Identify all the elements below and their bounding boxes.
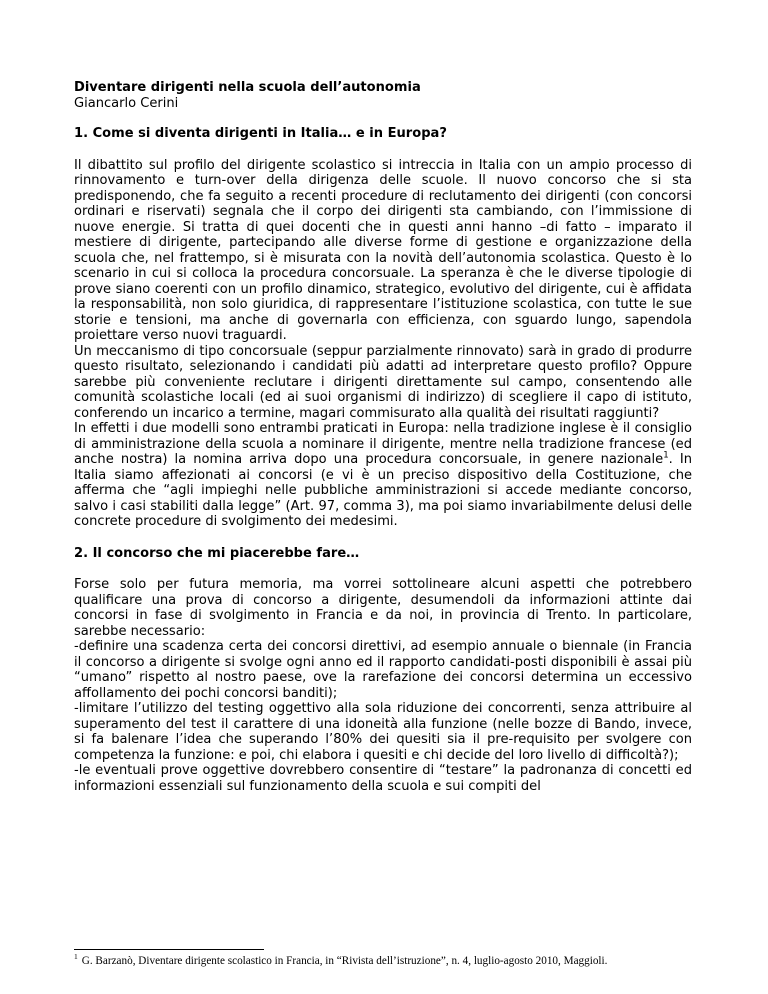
footnote-text: G. Barzanò, Diventare dirigente scolastico in Francia, in “Rivista dell’istruzione”, n. 4, luglio-agosto 2010, Maggioli. xyxy=(81,955,608,967)
footnote-separator xyxy=(74,949,264,950)
document-body xyxy=(74,80,692,794)
section-2-list-item-3: -le eventuali prove oggettive dovrebbero consentire di “testare” la padronanza di concetti ed informazioni essenziali sul funzionamento della scuola e sui compiti del xyxy=(74,763,692,794)
section-2-list-item-2: -limitare l’utilizzo del testing oggettivo alla sola riduzione dei concorrenti, senza attribuire al superamento del test il carattere di una idoneità alla funzione (nelle bozze di Bando, invece, si fa balenare l’idea che superando l’80% dei quesiti sia il pre-requisito per svolgere con competenza la funzione: e poi, chi elabora i quesiti e chi decide del loro livello di difficoltà?); xyxy=(74,701,692,763)
document-author: Giancarlo Cerini xyxy=(74,95,179,111)
section-1-paragraph-1: Il dibattito sul profilo del dirigente scolastico si intreccia in Italia con un ampio processo di rinnovamento e turn-over della dirigenza delle scuole. Il nuovo concorso che si sta predisponendo, che fa seguito a recenti procedure di reclutamento dei dirigenti (con concorsi ordinari e riservati) segnala che il corpo dei dirigenti sta cambiando, con l’immissione di nuove energie. Si tratta di quei docenti che in questi anni hanno –di fatto – imparato il mestiere di dirigente, partecipando alle diverse forme di gestione e organizzazione della scuola che, nel frattempo, si è misurata con la novità dell’autonomia scolastica. Questo è lo scenario in cui si colloca la procedura concorsuale. La speranza è che le diverse tipologie di prove siano coerenti con un profilo dinamico, strategico, evolutivo del dirigente, cui è affidata la responsabilità, non solo giuridica, di rappresentare l’istituzione scolastica, con tutte le sue storie e tensioni, ma anche di governarla con efficienza, con sguardo lungo, sapendola proiettare verso nuovi traguardi. xyxy=(74,157,692,343)
footnote-area xyxy=(74,949,692,968)
section-1-paragraph-3 xyxy=(74,421,692,530)
document-title: Diventare dirigenti nella scuola dell’autonomia xyxy=(74,80,421,95)
paragraph-3-text-before-note: In effetti i due modelli sono entrambi praticati in Europa: nella tradizione inglese è il consiglio di amministrazione della scuola a nominare il dirigente, mentre nella tradizione francese (ed anche nostra) la nomina arriva dopo una procedura concorsuale, in genere nazionale xyxy=(74,421,692,467)
section-2-list-item-1: -definire una scadenza certa dei concorsi direttivi, ad esempio annuale o biennale (in Francia il concorso a dirigente si svolge ogni anno ed il rapporto candidati-posti disponibili è assai più “umano” rispetto al nostro paese, ove la rarefazione dei concorsi determina un eccessivo affollamento dei pochi concorsi banditi); xyxy=(74,639,692,701)
section-1-heading: 1. Come si diventa dirigenti in Italia… e in Europa? xyxy=(74,126,447,141)
footnote xyxy=(74,952,692,968)
paragraph-3-text-after-note: . In Italia siamo affezionati ai concorsi (e vi è un preciso dispositivo della Costituzione, che afferma che “agli impieghi nelle pubbliche amministrazioni si accede mediante concorso, salvo i casi stabiliti dalla legge” (Art. 97, comma 3), ma poi siamo invariabilmente delusi delle concrete procedure di svolgimento dei medesimi. xyxy=(74,452,692,529)
footnote-reference[interactable]: 1 xyxy=(663,450,669,461)
section-2-paragraph-1: Forse solo per futura memoria, ma vorrei sottolineare alcuni aspetti che potrebbero qualificare una prova di concorso a dirigente, desumendoli da informazioni attinte dai concorsi in fase di svolgimento in Francia e da noi, in provincia di Trento. In particolare, sarebbe necessario: xyxy=(74,577,692,639)
footnote-mark: 1 xyxy=(74,952,78,962)
section-2-heading: 2. Il concorso che mi piacerebbe fare… xyxy=(74,545,360,561)
section-1-paragraph-2: Un meccanismo di tipo concorsuale (seppur parzialmente rinnovato) sarà in grado di produrre questo risultato, selezionando i candidati più adatti ad interpretare questo profilo? Oppure sarebbe più conveniente reclutare i dirigenti direttamente sul campo, consentendo alle comunità scolastiche locali (ed ai suoi organismi di indirizzo) di scegliere il capo di istituto, conferendo un incarico a termine, magari commisurato alla qualità dei risultati raggiunti? xyxy=(74,343,692,421)
